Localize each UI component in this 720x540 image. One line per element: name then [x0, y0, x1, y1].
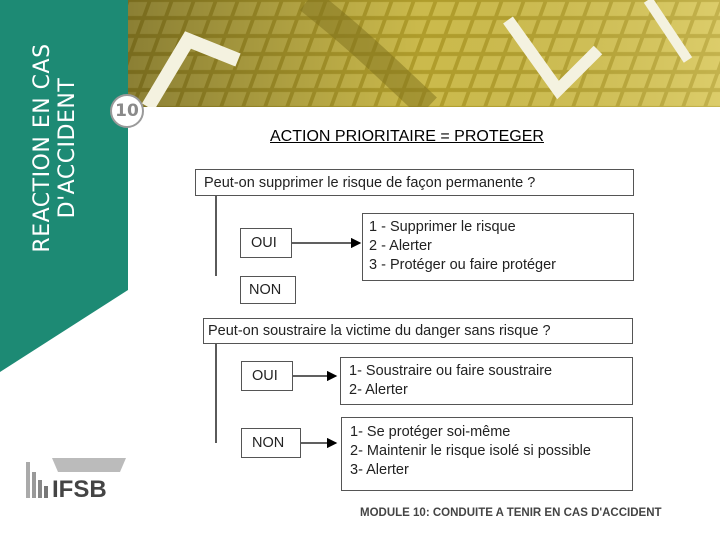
q2-no-box	[241, 428, 301, 458]
q2-no-action-3: 3- Alerter	[350, 462, 409, 478]
q1-action-2: 2 - Alerter	[369, 238, 432, 254]
footer-module-title: MODULE 10: CONDUITE A TENIR EN CAS D'ACCIDENT	[360, 507, 662, 519]
q1-question-box	[195, 169, 634, 196]
q2-yes-action-2: 2- Alerter	[349, 382, 408, 398]
q1-action-3: 3 - Protéger ou faire protéger	[369, 257, 556, 273]
title-line-1: REACTION EN CAS	[30, 43, 55, 253]
q2-question-box	[203, 318, 633, 344]
q1-question-text: Peut-on supprimer le risque de façon permanente ?	[204, 175, 536, 191]
q2-no-action-2: 2- Maintenir le risque isolé si possible	[350, 443, 591, 459]
q1-yes-label: OUI	[251, 235, 277, 251]
title-line-2: D'ACCIDENT	[55, 77, 80, 219]
q2-yes-box	[241, 361, 293, 391]
q2-yes-label: OUI	[252, 368, 278, 384]
logo-text: IFSB	[52, 476, 107, 503]
q1-yes-actions-box	[362, 213, 634, 281]
q2-yes-actions-box	[340, 357, 633, 405]
module-number-badge: 10	[110, 94, 144, 128]
ifsb-logo	[22, 452, 130, 504]
q2-no-actions-box	[341, 417, 633, 491]
q2-no-label: NON	[252, 435, 285, 451]
q1-action-1: 1 - Supprimer le risque	[369, 219, 516, 235]
q1-no-label: NON	[249, 282, 282, 298]
q1-yes-box	[240, 228, 292, 258]
q2-yes-action-1: 1- Soustraire ou faire soustraire	[349, 363, 553, 379]
q1-no-box	[240, 276, 296, 304]
q2-question-text: Peut-on soustraire la victime du danger sans risque ?	[208, 323, 551, 339]
page-heading: ACTION PRIORITAIRE = PROTEGER	[270, 128, 544, 145]
q2-no-action-1: 1- Se protéger soi-même	[350, 424, 511, 440]
